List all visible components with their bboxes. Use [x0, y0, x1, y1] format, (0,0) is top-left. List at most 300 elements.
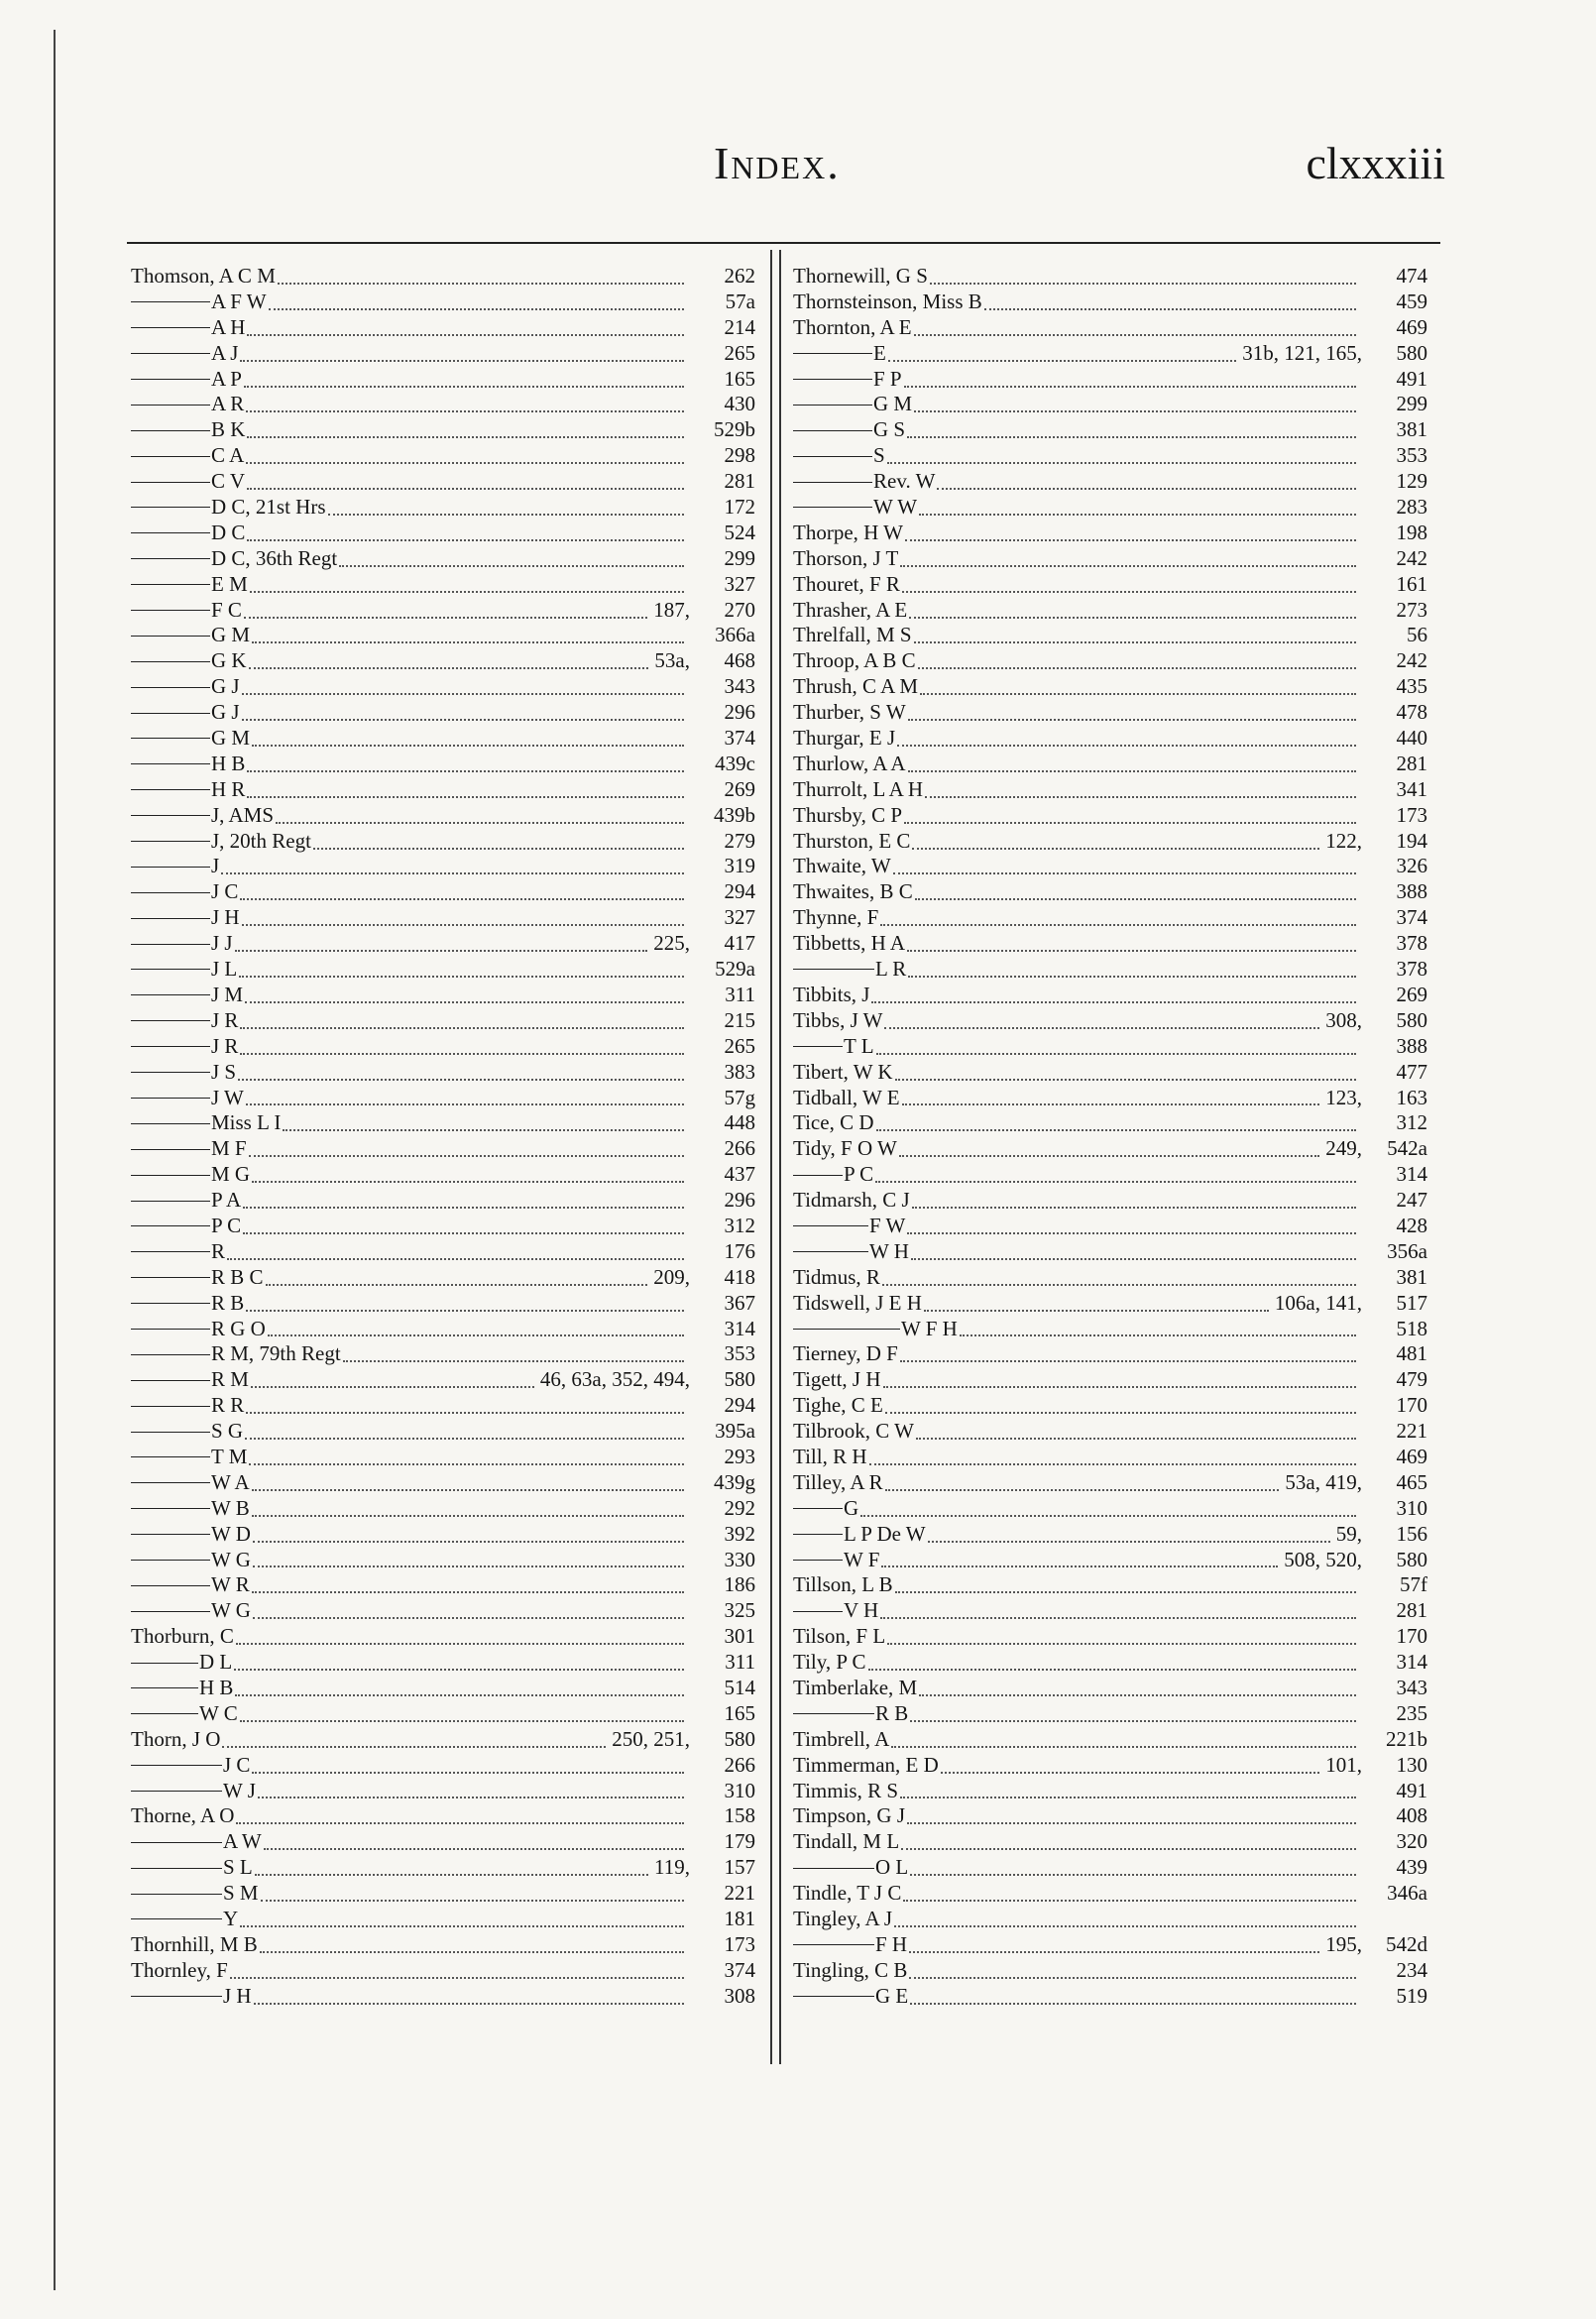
index-entry — [793, 1367, 1427, 1393]
entry-page: 165 — [724, 366, 755, 391]
entry-page: 374 — [724, 726, 755, 751]
ditto-dash — [131, 815, 210, 816]
entry-name: Till, R H — [793, 1444, 867, 1468]
ditto-dash — [131, 353, 210, 354]
entry-page: 378 — [1396, 931, 1427, 956]
entry-name: Thomson, A C M — [131, 264, 276, 288]
index-entry — [793, 905, 1427, 931]
dot-leader — [884, 1013, 1319, 1029]
ditto-dash — [793, 1251, 868, 1252]
entry-page: 158 — [724, 1803, 755, 1828]
entry-page: 265 — [724, 340, 755, 365]
dot-leader — [883, 1372, 1356, 1388]
ditto-dash — [131, 584, 210, 585]
entry-name: J C — [223, 1752, 251, 1777]
entry-page: 327 — [724, 571, 755, 596]
index-entry — [793, 1034, 1427, 1060]
entry-name: G M — [873, 392, 913, 416]
dot-leader — [240, 1912, 684, 1927]
entry-page: 388 — [1396, 1033, 1427, 1058]
entry-name: Thrasher, A E — [793, 597, 908, 622]
page-edge-shadow — [54, 30, 56, 2290]
index-entry — [793, 1265, 1427, 1291]
dot-leader — [252, 1758, 684, 1774]
entry-name: Thorne, A O — [131, 1803, 235, 1828]
dot-leader — [268, 1321, 684, 1336]
entry-page: 57f — [1400, 1572, 1427, 1597]
entry-name: Thrush, C A M — [793, 674, 919, 699]
dot-leader — [912, 834, 1319, 850]
index-entry — [131, 1984, 755, 2010]
ditto-dash — [131, 1791, 222, 1792]
index-entry — [131, 1419, 755, 1445]
entry-page: 296 — [724, 1188, 755, 1213]
entry-name: J R — [211, 1033, 239, 1058]
dot-leader — [909, 1963, 1356, 1979]
ditto-dash — [793, 1329, 900, 1330]
ditto-dash — [131, 1020, 210, 1021]
entry-name: Tice, C D — [793, 1110, 874, 1135]
index-entry — [131, 648, 755, 674]
index-entry — [131, 726, 755, 752]
ditto-dash — [131, 1123, 210, 1124]
entry-name: Tidmus, R — [793, 1264, 880, 1289]
dot-leader — [914, 628, 1356, 643]
dot-leader — [900, 1783, 1356, 1798]
index-entry — [131, 1727, 755, 1753]
entry-name: L R — [875, 957, 907, 982]
entry-name: G S — [873, 417, 906, 442]
dot-leader — [925, 782, 1356, 798]
entry-name: G M — [211, 726, 251, 751]
entry-name: Thurlow, A A — [793, 751, 906, 775]
entry-page: 221b — [1386, 1726, 1427, 1751]
entry-page: 408 — [1396, 1803, 1427, 1828]
entry-name: W R — [211, 1572, 250, 1597]
entry-page: 262 — [724, 264, 755, 288]
dot-leader — [900, 1346, 1356, 1362]
index-entry — [131, 290, 755, 315]
dot-leader — [902, 577, 1356, 593]
ditto-dash — [131, 1918, 222, 1919]
ditto-dash — [131, 301, 210, 302]
entry-page: 392 — [724, 1521, 755, 1546]
entry-name: R M — [211, 1367, 249, 1392]
ditto-dash — [131, 507, 210, 508]
entry-name: R B — [875, 1700, 909, 1725]
entry-page: 481 — [1396, 1341, 1427, 1366]
entry-name: R R — [211, 1393, 245, 1418]
entry-page: 181 — [724, 1907, 755, 1930]
entry-page: 266 — [724, 1136, 755, 1161]
entry-page: 242 — [1396, 545, 1427, 570]
entry-page: 172 — [724, 495, 755, 520]
entry-page: 542a — [1387, 1136, 1427, 1161]
header-rule — [127, 242, 1440, 244]
entry-page: 327 — [724, 905, 755, 930]
entry-name: Tibbits, J — [793, 982, 870, 1006]
dot-leader — [920, 679, 1356, 695]
dot-leader — [261, 1886, 684, 1902]
entry-page: 474 — [1396, 264, 1427, 288]
index-entry — [793, 1419, 1427, 1445]
dot-leader — [246, 1296, 684, 1312]
dot-leader — [860, 1501, 1356, 1517]
dot-leader — [246, 397, 684, 412]
dot-leader — [252, 731, 684, 747]
ditto-dash — [793, 1611, 843, 1612]
dot-leader — [244, 372, 684, 388]
entry-page: 310 — [724, 1778, 755, 1802]
index-entry — [131, 1162, 755, 1188]
entry-page: 346a — [1387, 1881, 1427, 1906]
entry-page: 293 — [724, 1444, 755, 1468]
index-entry — [131, 700, 755, 726]
dot-leader — [244, 603, 647, 619]
entry-name: R — [211, 1238, 226, 1263]
entry-page: 299 — [724, 545, 755, 570]
entry-page: 469 — [1396, 1444, 1427, 1468]
entry-name: J M — [211, 982, 244, 1006]
entry-page: 374 — [724, 1957, 755, 1982]
entry-page: 430 — [724, 392, 755, 416]
index-entry — [793, 1136, 1427, 1162]
entry-page: 312 — [724, 1213, 755, 1237]
index-entry — [131, 752, 755, 777]
ditto-dash — [131, 1611, 210, 1612]
ditto-dash — [793, 1225, 868, 1226]
ditto-dash — [131, 1996, 222, 1997]
index-entry — [131, 777, 755, 803]
entry-name: A W — [223, 1829, 262, 1854]
entry-name: E M — [211, 571, 248, 596]
entry-page: 491 — [1396, 1778, 1427, 1802]
index-entry — [131, 1086, 755, 1111]
dot-leader — [907, 422, 1356, 438]
ditto-dash — [131, 1456, 210, 1457]
entry-name: Timpson, G J — [793, 1803, 906, 1828]
entry-page: 435 — [1396, 674, 1427, 699]
ditto-dash — [131, 1046, 210, 1047]
dot-leader — [941, 1758, 1319, 1774]
entry-name: Miss L I — [211, 1110, 282, 1135]
dot-leader — [909, 603, 1356, 619]
dot-leader — [242, 705, 684, 721]
ditto-dash — [131, 1098, 210, 1099]
dot-leader — [888, 346, 1236, 362]
entry-name: Tighe, C E — [793, 1393, 883, 1418]
dot-leader — [914, 320, 1356, 336]
ditto-dash — [131, 738, 210, 739]
entry-name: Rev. W — [873, 469, 936, 494]
index-entry — [793, 1753, 1427, 1779]
index-entry — [793, 1110, 1427, 1136]
entry-name: Threlfall, M S — [793, 623, 912, 647]
entry-name: O L — [875, 1855, 909, 1880]
dot-leader — [250, 577, 684, 593]
entry-name: D C — [211, 520, 246, 544]
entry-page: 580 — [1396, 340, 1427, 365]
ditto-dash — [793, 456, 872, 457]
index-entry — [793, 1803, 1427, 1829]
entry-references: 59, — [1335, 1521, 1362, 1546]
dot-leader — [881, 1552, 1278, 1567]
entry-references: 123, — [1325, 1085, 1362, 1109]
index-entry — [793, 1624, 1427, 1650]
entry-name: G J — [211, 700, 240, 725]
dot-leader — [875, 1167, 1356, 1183]
index-entry — [131, 1265, 755, 1291]
entry-name: W F H — [901, 1316, 958, 1340]
entry-name: Tidball, W E — [793, 1085, 900, 1109]
index-entry — [131, 623, 755, 648]
entry-page: 156 — [1396, 1521, 1427, 1546]
index-entry — [131, 1932, 755, 1958]
entry-references: 195, — [1325, 1931, 1362, 1956]
entry-page: 580 — [724, 1726, 755, 1751]
index-entry — [793, 367, 1427, 393]
index-entry — [793, 1650, 1427, 1676]
ditto-dash — [793, 969, 874, 970]
ditto-dash — [131, 1585, 210, 1586]
entry-page: 343 — [1396, 1675, 1427, 1699]
ditto-dash — [131, 1894, 222, 1895]
ditto-dash — [131, 969, 210, 970]
ditto-dash — [131, 1175, 210, 1176]
dot-leader — [249, 1141, 684, 1157]
dot-leader — [908, 962, 1356, 978]
index-entry — [793, 1470, 1427, 1496]
entry-page: 319 — [724, 854, 755, 878]
dot-leader — [258, 1783, 684, 1798]
ditto-dash — [131, 713, 210, 714]
dot-leader — [239, 962, 684, 978]
index-entry — [131, 1701, 755, 1727]
ditto-dash — [793, 1868, 874, 1869]
entry-page: 165 — [724, 1700, 755, 1725]
dot-leader — [911, 1244, 1356, 1260]
ditto-dash — [131, 918, 210, 919]
dot-leader — [253, 1552, 684, 1567]
index-entry — [131, 1367, 755, 1393]
index-entry — [131, 931, 755, 957]
entry-name: Tibbetts, H A — [793, 931, 906, 956]
dot-leader — [901, 1834, 1356, 1850]
entry-page: 529b — [714, 417, 755, 442]
entry-name: F H — [875, 1931, 908, 1956]
index-entry — [793, 1239, 1427, 1265]
index-entry — [131, 469, 755, 495]
dot-leader — [908, 705, 1356, 721]
dot-leader — [247, 320, 684, 336]
index-entry — [793, 598, 1427, 624]
entry-name: Timberlake, M — [793, 1675, 918, 1699]
entry-name: Tibert, W K — [793, 1059, 893, 1084]
index-entry — [131, 417, 755, 443]
entry-name: T L — [844, 1033, 874, 1058]
dot-leader — [240, 884, 684, 900]
entry-name: Tidy, F O W — [793, 1136, 897, 1161]
ditto-dash — [131, 1713, 198, 1714]
entry-name: Thornley, F — [131, 1957, 228, 1982]
dot-leader — [246, 1398, 684, 1414]
entry-name: R B C — [211, 1264, 264, 1289]
entry-page: 353 — [724, 1341, 755, 1366]
index-entry — [131, 264, 755, 290]
index-entry — [793, 623, 1427, 648]
entry-name: Tily, P C — [793, 1650, 866, 1675]
entry-page: 314 — [1396, 1650, 1427, 1675]
ditto-dash — [131, 430, 210, 431]
dot-leader — [247, 525, 684, 541]
ditto-dash — [131, 763, 210, 764]
dot-leader — [916, 1424, 1356, 1440]
index-entry — [131, 443, 755, 469]
entry-name: Thurston, E C — [793, 828, 911, 853]
entry-name: Tidmarsh, C J — [793, 1188, 910, 1213]
entry-name: W A — [211, 1469, 250, 1494]
entry-name: W D — [211, 1521, 251, 1546]
dot-leader — [253, 1527, 684, 1543]
dot-leader — [246, 448, 684, 464]
entry-page: 477 — [1396, 1059, 1427, 1084]
entry-name: J C — [211, 879, 239, 904]
dot-leader — [313, 834, 684, 850]
dot-leader — [868, 1655, 1356, 1671]
index-entry — [131, 983, 755, 1008]
entry-name: B K — [211, 417, 246, 442]
entry-name: R G O — [211, 1316, 266, 1340]
entry-page: 214 — [724, 314, 755, 339]
dot-leader — [266, 1270, 648, 1286]
dot-leader — [895, 1065, 1356, 1081]
dot-leader — [912, 1193, 1356, 1209]
dot-leader — [236, 1808, 684, 1824]
entry-page: 383 — [724, 1059, 755, 1084]
index-entry — [793, 1214, 1427, 1239]
entry-page: 381 — [1396, 417, 1427, 442]
entry-name: M G — [211, 1162, 251, 1187]
ditto-dash — [793, 1534, 843, 1535]
entry-name: M F — [211, 1136, 247, 1161]
entry-page: 273 — [1396, 597, 1427, 622]
ditto-dash — [131, 1868, 222, 1869]
dot-leader — [907, 1218, 1356, 1234]
index-column-right — [793, 264, 1427, 2010]
entry-name: Thorson, J T — [793, 545, 899, 570]
entry-name: Thornewill, G S — [793, 264, 928, 288]
ditto-dash — [131, 1842, 222, 1843]
index-entry — [793, 777, 1427, 803]
entry-name: S G — [211, 1419, 244, 1444]
dot-leader — [236, 1629, 684, 1645]
index-entry — [793, 521, 1427, 546]
index-entry — [793, 931, 1427, 957]
entry-page: 367 — [724, 1290, 755, 1315]
dot-leader — [876, 1115, 1357, 1131]
entry-name: Thornhill, M B — [131, 1931, 258, 1956]
dot-leader — [984, 294, 1356, 310]
ditto-dash — [793, 353, 872, 354]
index-entry — [793, 1341, 1427, 1367]
index-entry — [131, 1624, 755, 1650]
entry-name: Tingling, C B — [793, 1957, 908, 1982]
index-column-left — [131, 264, 755, 2010]
entry-references: 508, 520, — [1284, 1547, 1362, 1571]
index-entry — [793, 1008, 1427, 1034]
index-entry — [793, 315, 1427, 341]
dot-leader — [283, 1115, 684, 1131]
page-number: clxxxiii — [1306, 138, 1445, 188]
index-entry — [793, 1317, 1427, 1342]
entry-name: P C — [211, 1213, 242, 1237]
ditto-dash — [131, 636, 210, 637]
entry-name: S L — [223, 1855, 253, 1880]
entry-page: 311 — [725, 982, 755, 1006]
dot-leader — [915, 884, 1356, 900]
index-entry — [793, 290, 1427, 315]
ditto-dash — [131, 1380, 210, 1381]
ditto-dash — [793, 482, 872, 483]
index-entry — [131, 1855, 755, 1881]
ditto-dash — [131, 1354, 210, 1355]
entry-page: 366a — [715, 623, 755, 647]
ditto-dash — [131, 841, 210, 842]
dot-leader — [243, 1218, 684, 1234]
dot-leader — [930, 269, 1356, 285]
entry-name: R M, 79th Regt — [211, 1341, 341, 1366]
index-entry — [793, 983, 1427, 1008]
ditto-dash — [131, 661, 210, 662]
entry-page: 179 — [724, 1829, 755, 1854]
entry-name: C V — [211, 469, 246, 494]
ditto-dash — [131, 1765, 222, 1766]
dot-leader — [905, 525, 1356, 541]
index-entry — [131, 1496, 755, 1522]
entry-page: 283 — [1396, 495, 1427, 520]
dot-leader — [255, 1860, 648, 1876]
entry-name: W C — [199, 1700, 238, 1725]
index-entry — [131, 1676, 755, 1701]
index-entry — [793, 1881, 1427, 1907]
index-entry — [131, 572, 755, 598]
index-entry — [793, 726, 1427, 752]
index-entry — [793, 417, 1427, 443]
ditto-dash — [793, 405, 872, 406]
dot-leader — [245, 987, 684, 1003]
ditto-dash — [131, 1663, 198, 1664]
index-entry — [793, 879, 1427, 905]
ditto-dash — [131, 867, 210, 868]
index-entry — [131, 392, 755, 417]
dot-leader — [251, 1372, 534, 1388]
entry-name: Tingley, A J — [793, 1907, 892, 1930]
entry-page: 157 — [724, 1855, 755, 1880]
entry-name: Tindle, T J C — [793, 1881, 902, 1906]
entry-page: 514 — [724, 1675, 755, 1699]
entry-name: Timmerman, E D — [793, 1752, 939, 1777]
entry-name: S — [873, 443, 885, 468]
entry-name: Thurber, S W — [793, 700, 906, 725]
entry-page: 580 — [1396, 1547, 1427, 1571]
entry-page: 439 — [1396, 1855, 1427, 1880]
index-entry — [793, 1572, 1427, 1598]
entry-page: 298 — [724, 443, 755, 468]
dot-leader — [243, 1193, 684, 1209]
dot-leader — [242, 679, 684, 695]
index-entry — [131, 879, 755, 905]
entry-name: Thwaites, B C — [793, 879, 913, 904]
